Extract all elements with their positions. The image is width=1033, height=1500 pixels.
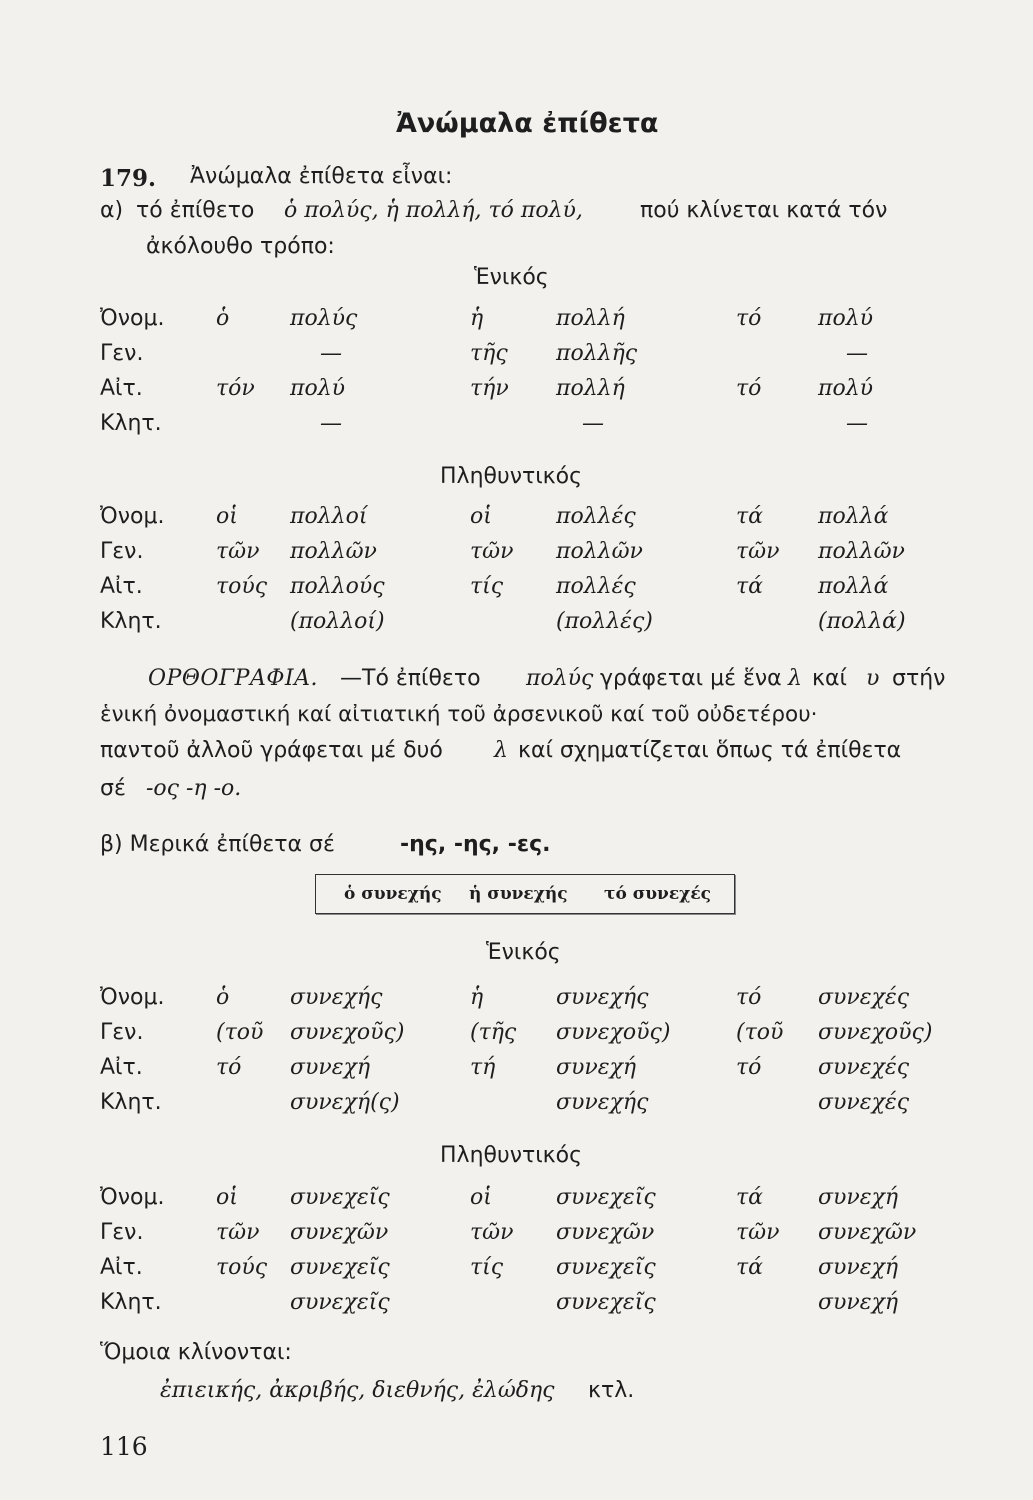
synechis-singular-row-0-c6: συνεχές — [818, 985, 910, 1010]
polys-plural-row-0-c4: πολλές — [556, 504, 636, 529]
synechis-singular-row-0-c3: ἡ — [470, 985, 484, 1010]
polys-plural-row-1-c1: τῶν — [216, 539, 260, 564]
synechis-plural-row-3-c6: συνεχή — [818, 1290, 899, 1315]
polys-plural-row-3-case: Κλητ. — [100, 609, 162, 634]
synechis-plural-row-2-c2: συνεχεῖς — [290, 1255, 390, 1280]
synechis-singular-row-0-c4: συνεχής — [556, 985, 649, 1010]
synechis-singular-row-1-c5: (τοῦ — [736, 1020, 784, 1045]
synechis-singular-row-2-case: Αἰτ. — [100, 1055, 143, 1080]
page-number: 116 — [100, 1432, 148, 1461]
polys-plural-row-1-case: Γεν. — [100, 539, 144, 564]
orthography-lambda: λ — [788, 666, 802, 691]
orthography-text-d: στήν — [892, 666, 946, 691]
part-a-text-2: πού κλίνεται κατά τόν — [640, 198, 888, 223]
synechis-singular-row-1-c3: (τῆς — [470, 1020, 517, 1045]
polys-plural-row-1-c2: πολλῶν — [290, 539, 377, 564]
synechis-plural-row-3-c2: συνεχεῖς — [290, 1290, 390, 1315]
orthography-upsilon: υ — [866, 666, 880, 691]
polys-singular-row-2-c2: πολύ — [290, 376, 346, 401]
synechis-plural-row-0-c6: συνεχή — [818, 1185, 899, 1210]
synechis-singular-row-0-c1: ὁ — [216, 985, 230, 1010]
box-neuter: τό συνεχές — [604, 884, 712, 904]
part-a-text: τό ἐπίθετο — [136, 198, 255, 223]
orthography-line-2: ἑνική ὀνομαστική καί αἰτιατική τοῦ ἀρσενικοῦ καί τοῦ οὐδετέρου· — [100, 702, 818, 727]
polys-plural-row-2-c3: τίς — [470, 574, 504, 599]
synechis-plural-row-1-c6: συνεχῶν — [818, 1220, 917, 1245]
polys-singular-row-0-c2: πολύς — [290, 306, 358, 331]
polys-plural-row-0-case: Ὀνομ. — [100, 504, 165, 529]
synechis-plural-row-0-c3: οἱ — [470, 1185, 492, 1210]
synechis-plural-header: Πληθυντικός — [440, 1143, 583, 1168]
polys-singular-row-0-c5: τό — [736, 306, 762, 331]
synechis-singular-row-3-c2: συνεχή(ς) — [290, 1090, 400, 1115]
synechis-plural-row-2-c6: συνεχή — [818, 1255, 899, 1280]
synechis-singular-row-1-c6: συνεχοῦς) — [818, 1020, 933, 1045]
polys-singular-row-1-c2: — — [320, 341, 342, 366]
synechis-plural-row-2-c3: τίς — [470, 1255, 504, 1280]
synechis-plural-row-1-c4: συνεχῶν — [556, 1220, 655, 1245]
synechis-singular-row-0-case: Ὀνομ. — [100, 985, 165, 1010]
section-number: 179. — [100, 165, 157, 192]
synechis-plural-row-2-c4: συνεχεῖς — [556, 1255, 656, 1280]
synechis-plural-row-0-c4: συνεχεῖς — [556, 1185, 656, 1210]
synechis-singular-row-2-c2: συνεχή — [290, 1055, 371, 1080]
orthography-text-c: καί — [812, 666, 847, 691]
polys-plural-row-1-c6: πολλῶν — [818, 539, 905, 564]
synechis-plural-row-1-case: Γεν. — [100, 1220, 144, 1245]
polys-plural-row-2-c2: πολλούς — [290, 574, 385, 599]
polys-singular-row-0-c3: ἡ — [470, 306, 484, 331]
similar-etc: κτλ. — [588, 1378, 635, 1403]
synechis-plural-row-1-c2: συνεχῶν — [290, 1220, 389, 1245]
part-a-label: α) — [100, 198, 124, 223]
polys-singular-row-1-c4: πολλῆς — [556, 341, 638, 366]
polys-singular-row-3-case: Κλητ. — [100, 411, 162, 436]
synechis-plural-row-0-case: Ὀνομ. — [100, 1185, 165, 1210]
synechis-plural-row-3-c4: συνεχεῖς — [556, 1290, 656, 1315]
polys-plural-row-3-c2: (πολλοί) — [290, 609, 385, 634]
orthography-heading: ΟΡΘΟΓΡΑΦΙΑ. — [148, 666, 318, 691]
synechis-singular-row-2-c1: τό — [216, 1055, 242, 1080]
orthography-line-3b: καί σχηματίζεται ὅπως τά ἐπίθετα — [518, 738, 902, 763]
polys-singular-row-0-c1: ὁ — [216, 306, 230, 331]
polys-plural-row-3-c6: (πολλά) — [818, 609, 906, 634]
synechis-singular-row-2-c3: τή — [470, 1055, 496, 1080]
synechis-forms-box — [315, 874, 735, 914]
polys-plural-row-2-case: Αἰτ. — [100, 574, 143, 599]
part-b-endings: -ης, -ης, -ες. — [400, 832, 551, 857]
synechis-singular-row-1-c1: (τοῦ — [216, 1020, 264, 1045]
synechis-plural-row-0-c1: οἱ — [216, 1185, 238, 1210]
synechis-singular-header: Ἑνικός — [486, 940, 561, 965]
polys-singular-row-1-c6: — — [846, 341, 868, 366]
polys-plural-row-0-c1: οἱ — [216, 504, 238, 529]
synechis-singular-row-3-case: Κλητ. — [100, 1090, 162, 1115]
orthography-text-a: —Τό ἐπίθετο — [340, 666, 481, 691]
polys-singular-row-2-c1: τόν — [216, 376, 255, 401]
orthography-text-b: γράφεται μέ ἕνα — [600, 666, 782, 691]
polys-plural-row-2-c1: τούς — [216, 574, 268, 599]
synechis-singular-row-0-c2: συνεχής — [290, 985, 383, 1010]
part-a-text-3: ἀκόλουθο τρόπο: — [146, 234, 335, 259]
polys-plural-row-1-c5: τῶν — [736, 539, 780, 564]
polys-singular-row-2-c3: τήν — [470, 376, 509, 401]
part-b-label: β) Μερικά ἐπίθετα σέ — [100, 832, 335, 857]
polys-singular-row-0-c4: πολλή — [556, 306, 625, 331]
polys-singular-row-1-c3: τῆς — [470, 341, 508, 366]
polys-singular-row-2-c4: πολλή — [556, 376, 625, 401]
synechis-plural-row-3-case: Κλητ. — [100, 1290, 162, 1315]
polys-singular-row-3-c2: — — [320, 411, 342, 436]
synechis-singular-row-0-c5: τό — [736, 985, 762, 1010]
synechis-singular-row-2-c5: τό — [736, 1055, 762, 1080]
page-title: Ἀνώμαλα ἐπίθετα — [396, 108, 659, 139]
synechis-plural-row-2-c5: τά — [736, 1255, 764, 1280]
part-a-forms: ὁ πολύς, ἡ πολλή, τό πολύ, — [284, 198, 583, 223]
synechis-plural-row-1-c5: τῶν — [736, 1220, 780, 1245]
box-masculine: ὁ συνεχής — [344, 884, 442, 904]
polys-plural-row-2-c4: πολλές — [556, 574, 636, 599]
synechis-plural-row-2-case: Αἰτ. — [100, 1255, 143, 1280]
polys-plural-row-2-c6: πολλά — [818, 574, 889, 599]
synechis-singular-row-1-case: Γεν. — [100, 1020, 144, 1045]
synechis-plural-row-0-c2: συνεχεῖς — [290, 1185, 390, 1210]
section-intro: Ἀνώμαλα ἐπίθετα εἶναι: — [190, 164, 453, 189]
polys-plural-row-1-c3: τῶν — [470, 539, 514, 564]
synechis-singular-row-2-c4: συνεχή — [556, 1055, 637, 1080]
polys-singular-row-1-case: Γεν. — [100, 341, 144, 366]
synechis-singular-row-3-c6: συνεχές — [818, 1090, 910, 1115]
synechis-singular-row-2-c6: συνεχές — [818, 1055, 910, 1080]
orthography-line-4a: σέ — [100, 776, 126, 801]
polys-plural-row-2-c5: τά — [736, 574, 764, 599]
polys-plural-row-0-c2: πολλοί — [290, 504, 368, 529]
box-feminine: ἡ συνεχής — [469, 884, 568, 904]
orthography-lambda-2: λ — [494, 738, 508, 763]
similar-label: Ὅμοια κλίνονται: — [100, 1340, 292, 1365]
polys-singular-row-2-case: Αἰτ. — [100, 376, 143, 401]
polys-plural-header: Πληθυντικός — [440, 464, 583, 489]
synechis-singular-row-1-c4: συνεχοῦς) — [556, 1020, 671, 1045]
orthography-line-3a: παντοῦ ἀλλοῦ γράφεται μέ δυό — [100, 738, 443, 763]
similar-examples: ἐπιεικής, ἀκριβής, διεθνής, ἐλώδης — [160, 1378, 555, 1403]
polys-singular-row-3-c4: — — [582, 411, 604, 436]
orthography-endings: -ος -η -ο. — [146, 776, 242, 801]
polys-singular-row-3-c6: — — [846, 411, 868, 436]
polys-plural-row-0-c6: πολλά — [818, 504, 889, 529]
synechis-plural-row-1-c1: τῶν — [216, 1220, 260, 1245]
polys-singular-row-0-c6: πολύ — [818, 306, 874, 331]
synechis-singular-row-1-c2: συνεχοῦς) — [290, 1020, 405, 1045]
polys-plural-row-0-c3: οἱ — [470, 504, 492, 529]
polys-singular-row-2-c6: πολύ — [818, 376, 874, 401]
polys-singular-row-0-case: Ὀνομ. — [100, 306, 165, 331]
polys-plural-row-3-c4: (πολλές) — [556, 609, 653, 634]
synechis-plural-row-2-c1: τούς — [216, 1255, 268, 1280]
polys-singular-header: Ἑνικός — [474, 265, 549, 290]
synechis-plural-row-1-c3: τῶν — [470, 1220, 514, 1245]
polys-plural-row-0-c5: τά — [736, 504, 764, 529]
polys-singular-row-2-c5: τό — [736, 376, 762, 401]
synechis-singular-row-3-c4: συνεχής — [556, 1090, 649, 1115]
polys-plural-row-1-c4: πολλῶν — [556, 539, 643, 564]
synechis-plural-row-0-c5: τά — [736, 1185, 764, 1210]
orthography-word: πολύς — [526, 666, 594, 691]
